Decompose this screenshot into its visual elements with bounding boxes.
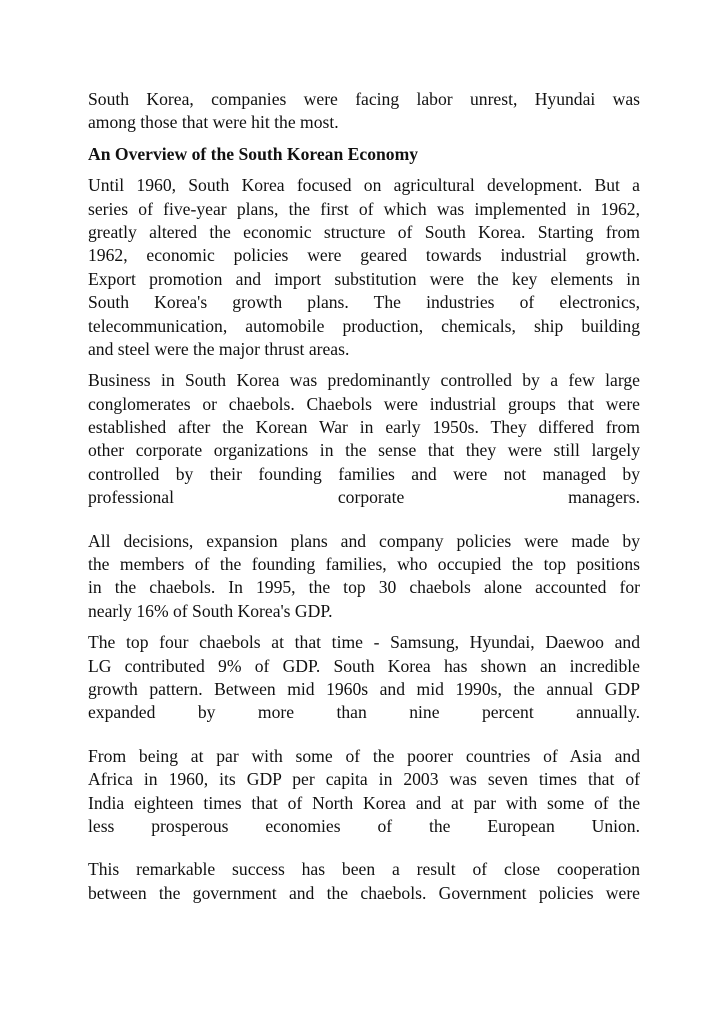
text-line: in the chaebols. In 1995, the top 30 chaebols alone accounted for [88,577,640,598]
text-line: growth pattern. Between mid 1960s and mid 1990s, the annual GDP [88,678,640,699]
paragraph-success [88,858,640,905]
text-line: nearly 16% of South Korea's GDP. [88,600,333,621]
text-line: conglomerates or chaebols. Chaebols were industrial groups that were [88,393,640,414]
text-line: India eighteen times that of North Korea and at par with some of the [88,792,640,813]
text-line: telecommunication, automobile production, chemicals, ship building [88,315,640,336]
text-line: Business in South Korea was predominantly controlled by a few large [88,370,640,391]
text-line: 1962, economic policies were geared towards industrial growth. [88,245,640,266]
text-line: South Korea's growth plans. The industries of electronics, [88,292,640,313]
paragraph-decisions [88,530,640,624]
text-line: South Korea, companies were facing labor unrest, Hyundai was [88,89,640,109]
text-line: controlled by their founding families and were not managed by [88,463,640,484]
text-line: other corporate organizations in the sense that they were still largely [88,440,640,461]
text-line: From being at par with some of the poorer countries of Asia and [88,745,640,766]
paragraph-gdp-per-capita [88,745,640,839]
text-line: between the government and the chaebols. Government policies were [88,882,640,903]
text-line: This remarkable success has been a result of close cooperation [88,859,640,880]
paragraph-economy [88,174,640,361]
text-line: greatly altered the economic structure of South Korea. Starting from [88,221,640,242]
text-line: expanded by more than nine percent annually. [88,702,640,723]
text-line: and steel were the major thrust areas. [88,338,350,359]
text-line: LG contributed 9% of GDP. South Korea has shown an incredible [88,655,640,676]
text-line: The top four chaebols at that time - Samsung, Hyundai, Daewoo and [88,632,640,653]
text-line: less prosperous economies of the European Union. [88,815,640,836]
text-line: established after the Korean War in early 1950s. They differed from [88,417,640,438]
paragraph-intro [88,88,640,135]
text-line: the members of the founding families, who occupied the top positions [88,554,640,575]
text-line: series of five-year plans, the first of which was implemented in 1962, [88,198,640,219]
text-line: professional corporate managers. [88,487,640,508]
text-line: among those that were hit the most. [88,112,339,133]
text-line: All decisions, expansion plans and company policies were made by [88,530,640,551]
text-line: Africa in 1960, its GDP per capita in 2003 was seven times that of [88,769,640,790]
text-line: Until 1960, South Korea focused on agricultural development. But a [88,175,640,196]
text-line: Export promotion and import substitution were the key elements in [88,268,640,289]
document-page [88,88,640,913]
section-heading: An Overview of the South Korean Economy [88,143,419,164]
paragraph-chaebols [88,369,640,509]
paragraph-top-four [88,631,640,725]
